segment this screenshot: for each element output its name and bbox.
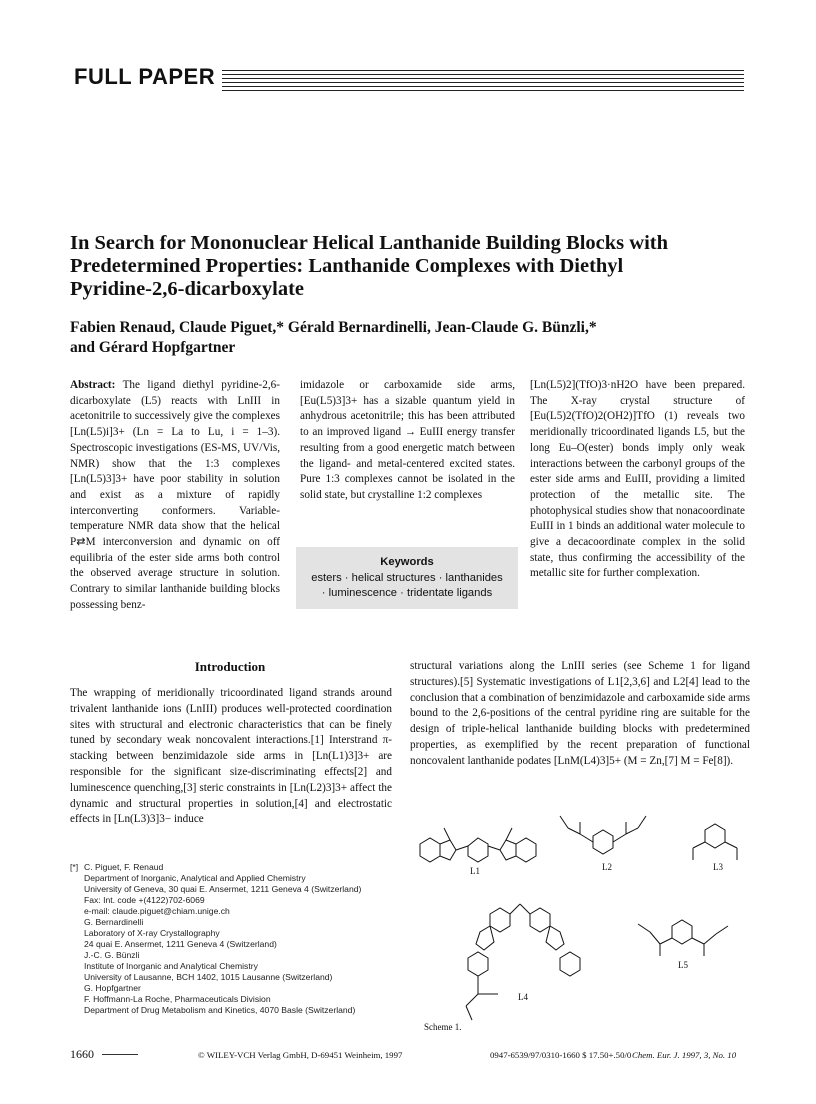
article-code: 0947-6539/97/0310-1660 $ 17.50+.50/0 (490, 1050, 632, 1060)
footnote-line: Institute of Inorganic and Analytical Chemistry (84, 961, 258, 971)
abstract-column-3 (530, 378, 745, 582)
footnote-line: Fax: Int. code +(4122)702-6069 (84, 895, 205, 905)
footnote-line: Laboratory of X-ray Crystallography (84, 928, 220, 938)
ligand-l1-structure (420, 828, 536, 862)
keywords-line-1: esters · helical structures · lanthanides (311, 571, 503, 584)
footnote-marker: [*] (70, 862, 79, 872)
affiliation-footnote (70, 862, 400, 1016)
footnote-line: G. Bernardinelli (84, 917, 144, 927)
scheme-label-l4: L4 (518, 992, 528, 1002)
author-list (70, 318, 710, 358)
intro-text-right: structural variations along the LnIII series (see Scheme 1 for ligand structures).[5] Systematic investigations of L1[2,3,6] and L2[4] lead to the conclusion that a combination of benzimidazole and carboxamide side arms bound to the 2,6-positions of the central pyridine ring are suitable for the design of triple-helical lanthanide building blocks with predetermined properties, as exemplified by the recent preparation of functional noncovalent lanthanide podates [LnM(L4)3]5+ (M = Zn,[7] M = Fe[8]). (410, 660, 750, 767)
abstract-column-2 (300, 378, 515, 504)
ligand-l5-structure (638, 920, 728, 956)
keywords-line-2: · luminescence · tridentate ligands (321, 587, 493, 599)
footnote-line: Department of Inorganic, Analytical and Applied Chemistry (84, 873, 306, 883)
footnote-line: 24 quai E. Ansermet, 1211 Geneva 4 (Switzerland) (84, 939, 277, 949)
section-heading: Introduction (194, 659, 266, 674)
scheme-label-l3: L3 (713, 862, 723, 872)
scheme-label-l2: L2 (602, 862, 612, 872)
footnote-line: e-mail: claude.piguet@chiam.unige.ch (84, 906, 230, 916)
author-line-1: Fabien Renaud, Claude Piguet,* Gérald Bernardinelli, Jean-Claude G. Bünzli,* (70, 319, 597, 336)
abstract-text-3: [Ln(L5)2](TfO)3·nH2O have been prepared. The X-ray crystal structure of [Eu(L5)2(TfO)2(OH2)]TfO (1) reveals two meridionally tricoordinated ligands L5, but the long Eu–O(ester) bonds imply only weak interactions between the carbonyl groups of the ester side arms and EuIII, providing a limited protection of the metallic site. The photophysical studies show that nonacoordinate EuIII in 1 binds an additional water molecule to give a decacoordinate complex in the solid state, thus confirming the accessibility of the metallic site for further complexation. (530, 379, 745, 580)
footnote-line: F. Hoffmann-La Roche, Pharmaceuticals Division (84, 994, 271, 1004)
scheme-caption: Scheme 1. (424, 1022, 462, 1032)
page-number-rule (102, 1054, 138, 1055)
page-number: 1660 (70, 1047, 94, 1061)
footnote-line: Department of Drug Metabolism and Kinetics, 4070 Basle (Switzerland) (84, 1005, 356, 1015)
ligand-l3-structure (693, 824, 737, 860)
footnote-lines (70, 862, 400, 1016)
scheme-1-structures (410, 808, 755, 1040)
header-rules (222, 70, 744, 92)
copyright-notice: © WILEY-VCH Verlag GmbH, D-69451 Weinheim, 1997 (198, 1050, 403, 1060)
author-line-2: and Gérard Hopfgartner (70, 339, 236, 356)
footnote-line: University of Geneva, 30 quai E. Ansermet, 1211 Geneva 4 (Switzerland) (84, 884, 362, 894)
footnote-line: C. Piguet, F. Renaud (84, 862, 164, 872)
ligand-l4-structure (466, 904, 580, 1020)
keywords-box (296, 547, 518, 609)
scheme-label-l1: L1 (470, 866, 480, 876)
footnote-line: G. Hopfgartner (84, 983, 141, 993)
footnote-line: University of Lausanne, BCH 1402, 1015 Lausanne (Switzerland) (84, 972, 333, 982)
section-label: FULL PAPER (74, 64, 216, 89)
paper-title: In Search for Mononuclear Helical Lanthanide Building Blocks with Predetermined Properties: Lanthanide Complexes with Diethyl Pyridine-2,6-dicarboxylate (70, 232, 669, 300)
intro-text-left: The wrapping of meridionally tricoordinated ligand strands around trivalent lanthanide ions (LnIII) produces well-protected coordination sites with structural and electronic characteristics that can be finely tuned by secondary weak noncovalent interactions.[1] Interstrand π-stacking between benzimidazole side arms in [Ln(L1)3]3+ are responsible for the significant size-discriminating effects[2] and luminescence quenching,[3] steric constraints in [Ln(L2)3]3+ affect the dynamic and structural properties in solution,[4] and electrostatic effects in [Ln(L3)3]3− induce (70, 687, 392, 826)
abstract-label: Abstract: (70, 379, 116, 391)
abstract-column-1 (70, 378, 280, 614)
journal-citation: Chem. Eur. J. 1997, 3, No. 10 (632, 1050, 737, 1060)
ligand-l2-structure (560, 816, 646, 854)
footnote-line: J.-C. G. Bünzli (84, 950, 140, 960)
abstract-text-1: The ligand diethyl pyridine-2,6-dicarboxylate (L5) reacts with LnIII in acetonitrile to successively give the complexes [Ln(L5)i]3+ (Ln = La to Lu, i = 1–3). Spectroscopic investigations (ES-MS, UV/Vis, NMR) show that the 1:3 complexes [Ln(L5)3]3+ have poor stability in solution and exist as a mixture of rapidly interconverting conformers. Variable-temperature NMR data show that the helical P⇄M interconversion and dynamic on off equilibria of the ester side arms both control the observed average structure in solution. Contrary to similar lanthanide building blocks possessing benz- (70, 379, 280, 611)
abstract-text-2: imidazole or carboxamide side arms, [Eu(L5)3]3+ has a sizable quantum yield in anhydrous acetonitrile; this has been attributed to an improved ligand → EuIII energy transfer resulting from a good energetic match between the ligand- and metal-centered excited states. Pure 1:3 complexes cannot be isolated in the solid state, but crystalline 1:2 complexes (300, 379, 515, 501)
scheme-label-l5: L5 (678, 960, 688, 970)
keywords-heading: Keywords (380, 556, 434, 568)
